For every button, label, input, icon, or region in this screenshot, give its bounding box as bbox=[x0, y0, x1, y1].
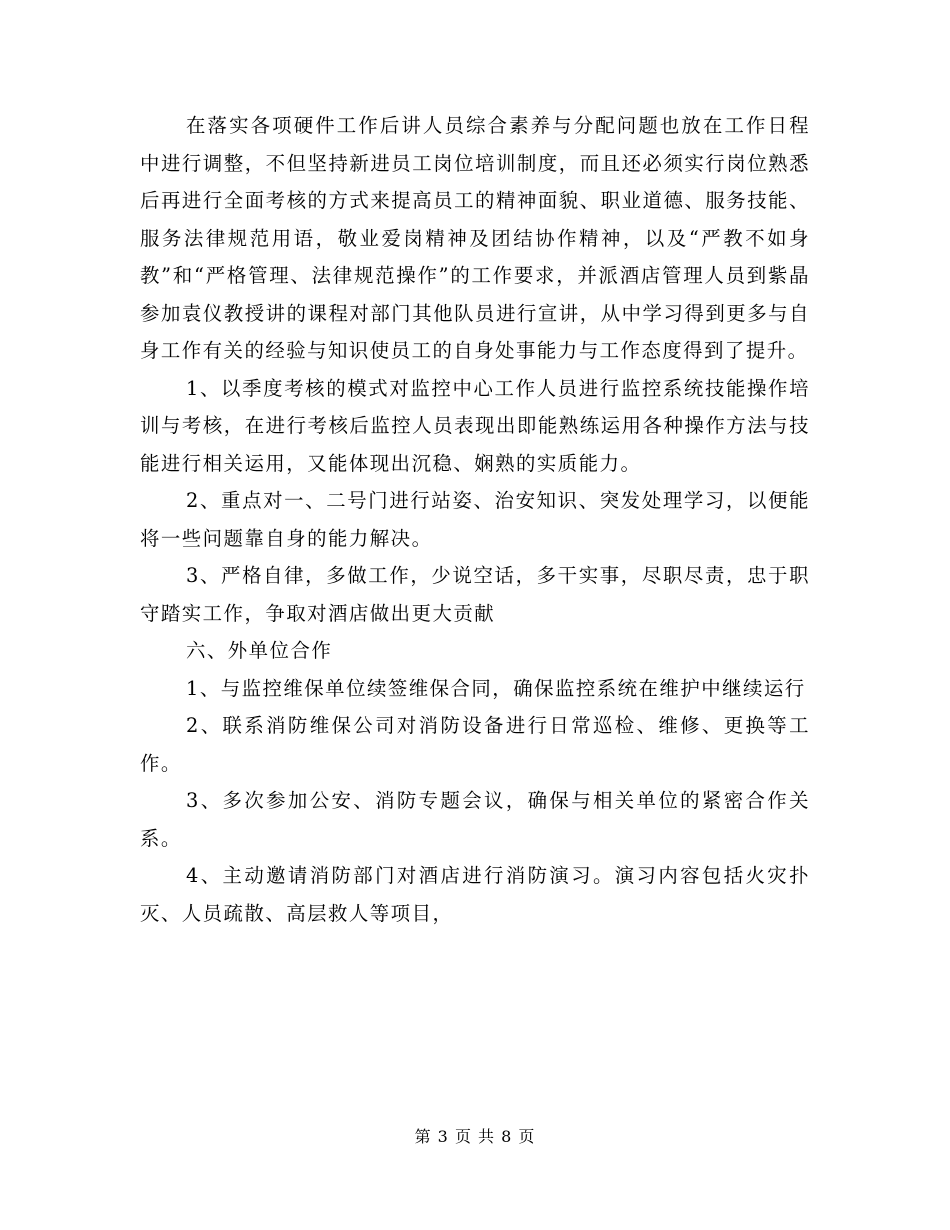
paragraph-cooperation-3: 3、多次参加公安、消防专题会议，确保与相关单位的紧密合作关系。 bbox=[140, 789, 810, 850]
paragraph-item-1: 1、以季度考核的模式对监控中心工作人员进行监控系统技能操作培训与考核，在进行考核后监控人员表现出即能熟练运用各种操作方法与技能进行相关运用，又能体现出沉稳、娴熟的实质能力。 bbox=[140, 376, 810, 475]
paragraph-cooperation-4: 4、主动邀请消防部门对酒店进行消防演习。演习内容包括火灾扑灭、人员疏散、高层救人等项目， bbox=[140, 864, 810, 925]
paragraph-intro: 在落实各项硬件工作后讲人员综合素养与分配问题也放在工作日程中进行调整，不但坚持新进员工岗位培训制度，而且还必须实行岗位熟悉后再进行全面考核的方式来提高员工的精神面貌、职业道德、服务技能、服务法律规范用语，敬业爱岗精神及团结协作精神，以及“严教不如身教”和“严格管理、法律规范操作”的工作要求，并派酒店管理人员到紫晶参加袁仪教授讲的课程对部门其他队员进行宣讲，从中学习得到更多与自身工作有关的经验与知识使员工的自身处事能力与工作态度得到了提升。 bbox=[140, 114, 810, 362]
paragraph-item-2: 2、重点对一、二号门进行站姿、治安知识、突发处理学习，以便能将一些问题靠自身的能力解决。 bbox=[140, 489, 810, 550]
page-number-footer: 第 3 页 共 8 页 bbox=[414, 1127, 536, 1146]
document-body bbox=[140, 107, 810, 932]
paragraph-item-3: 3、严格自律，多做工作，少说空话，多干实事，尽职尽责，忠于职守踏实工作，争取对酒店做出更大贡献 bbox=[140, 564, 810, 625]
paragraph-cooperation-2: 2、联系消防维保公司对消防设备进行日常巡检、维修、更换等工作。 bbox=[140, 714, 810, 775]
section-heading-external-cooperation: 六、外单位合作 bbox=[186, 639, 333, 662]
paragraph-cooperation-1: 1、与监控维保单位续签维保合同，确保监控系统在维护中继续运行 bbox=[186, 676, 806, 700]
